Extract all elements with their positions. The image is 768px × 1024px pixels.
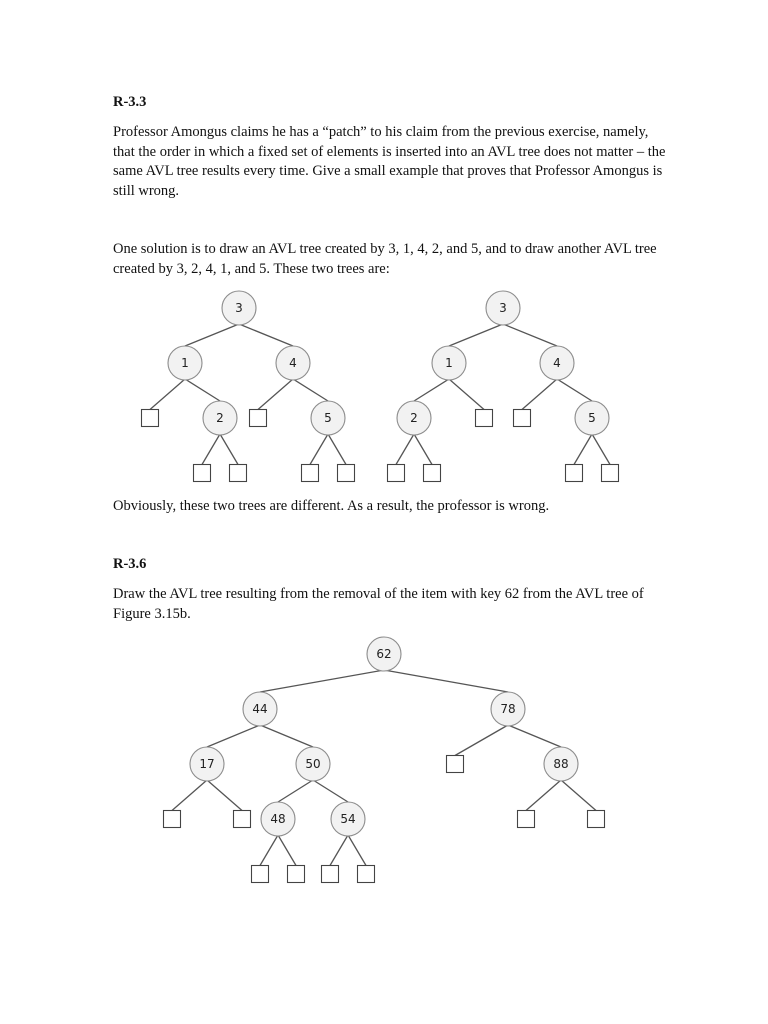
external-leaf [234, 811, 251, 828]
external-leaf [250, 410, 267, 427]
tree-edge [557, 379, 592, 401]
node-key: 50 [305, 757, 321, 771]
node-key: 5 [588, 411, 596, 425]
tree-edge [202, 434, 220, 465]
tree-edge [522, 379, 557, 410]
tree-edge [592, 434, 610, 465]
node-key: 78 [500, 702, 516, 716]
tree-edge [561, 780, 596, 811]
node-key: 1 [181, 356, 189, 370]
tree-edge [220, 434, 238, 465]
tree-edge [313, 780, 348, 802]
avl-tree-b [388, 291, 619, 482]
tree-edge [503, 324, 557, 346]
solution-text-r33: One solution is to draw an AVL tree created by 3, 1, 4, 2, and 5, and to draw another AVL tree created by 3, 2, 4, 1, and 5. These two trees are: [113, 241, 657, 277]
external-leaf [588, 811, 605, 828]
section-heading-r33: R-3.3 [113, 94, 147, 110]
tree-edge [330, 835, 348, 866]
external-leaf [518, 811, 535, 828]
external-leaf [288, 866, 305, 883]
tree-edge [172, 780, 207, 811]
external-leaf [142, 410, 159, 427]
node-key: 54 [340, 812, 356, 826]
node-key: 2 [410, 411, 418, 425]
external-leaf [566, 465, 583, 482]
tree-edge [278, 780, 313, 802]
external-leaf [424, 465, 441, 482]
tree-edge [310, 434, 328, 465]
tree-edge [207, 725, 260, 747]
tree-edge [455, 725, 508, 756]
problem-statement-r33: Professor Amongus claims he has a “patch” to his claim from the previous exercise, namely, that the order in which a fixed set of elements is inserted into an AVL tree does not matter – the same AVL tree results every time. Give a small example that proves that Professor Amongus is still wrong. [113, 124, 666, 199]
external-leaf [302, 465, 319, 482]
tree-edge [278, 835, 296, 866]
tree-edge [260, 835, 278, 866]
node-key: 17 [199, 757, 215, 771]
tree-edge [414, 379, 449, 401]
tree-edge [348, 835, 366, 866]
external-leaf [447, 756, 464, 773]
problem-statement-r36: Draw the AVL tree resulting from the removal of the item with key 62 from the AVL tree of Figure 3.15b. [113, 586, 644, 622]
conclusion-text-r33: Obviously, these two trees are different. As a result, the professor is wrong. [113, 498, 550, 514]
avl-tree-c [164, 637, 605, 883]
tree-edge [574, 434, 592, 465]
external-leaf [164, 811, 181, 828]
tree-edge [396, 434, 414, 465]
external-leaf [230, 465, 247, 482]
node-key: 2 [216, 411, 224, 425]
external-leaf [514, 410, 531, 427]
tree-edge [239, 324, 293, 346]
external-leaf [388, 465, 405, 482]
tree-edge [508, 725, 561, 747]
tree-edge [328, 434, 346, 465]
external-leaf [358, 866, 375, 883]
tree-edge [449, 379, 484, 410]
tree-edge [260, 670, 384, 692]
node-key: 1 [445, 356, 453, 370]
node-key: 5 [324, 411, 332, 425]
tree-edge [526, 780, 561, 811]
node-key: 44 [252, 702, 268, 716]
external-leaf [338, 465, 355, 482]
section-heading-r36: R-3.6 [113, 556, 147, 572]
node-key: 48 [270, 812, 286, 826]
node-key: 4 [553, 356, 561, 370]
node-key: 88 [553, 757, 569, 771]
node-key: 3 [235, 301, 243, 315]
node-key: 4 [289, 356, 297, 370]
tree-edge [414, 434, 432, 465]
external-leaf [322, 866, 339, 883]
tree-edge [150, 379, 185, 410]
node-key: 3 [499, 301, 507, 315]
external-leaf [252, 866, 269, 883]
tree-edge [258, 379, 293, 410]
tree-edge [207, 780, 242, 811]
node-key: 62 [376, 647, 392, 661]
tree-edge [185, 324, 239, 346]
external-leaf [194, 465, 211, 482]
external-leaf [476, 410, 493, 427]
tree-edge [185, 379, 220, 401]
tree-edge [384, 670, 508, 692]
tree-edge [449, 324, 503, 346]
tree-edge [260, 725, 313, 747]
tree-edge [293, 379, 328, 401]
external-leaf [602, 465, 619, 482]
avl-tree-a [142, 291, 355, 482]
